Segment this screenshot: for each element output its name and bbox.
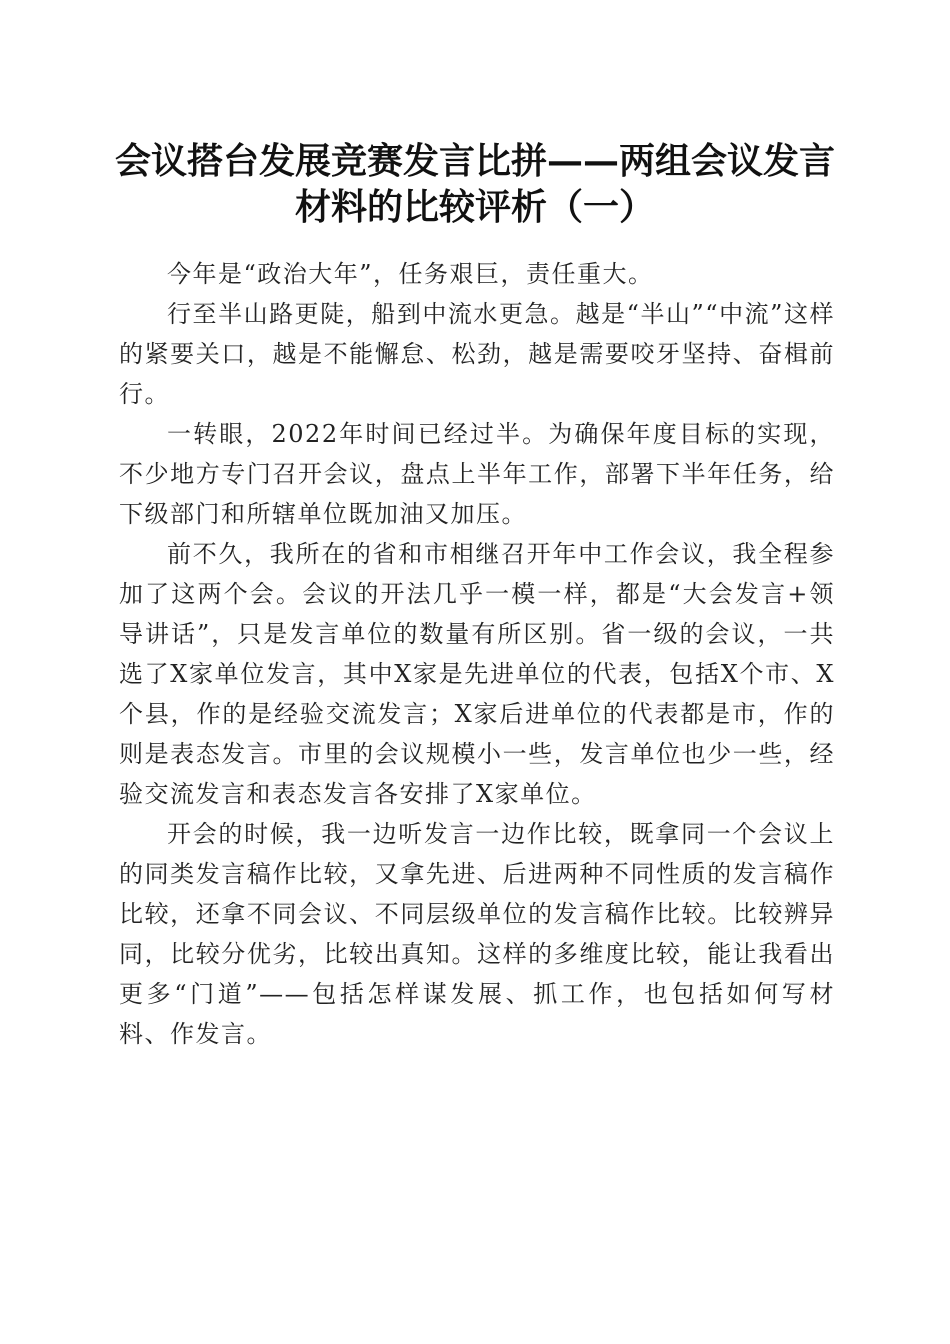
- title-line-1: 会议搭台发展竞赛发言比拼——两组会议发言: [114, 140, 835, 182]
- paragraph: 一转眼，2022年时间已经过半。为确保年度目标的实现，不少地方专门召开会议，盘点上半年工作，部署下半年任务，给下级部门和所辖单位既加油又加压。: [119, 420, 835, 528]
- paragraph: 行至半山路更陡，船到中流水更急。越是“半山”“中流”这样的紧要关口，越是不能懈怠、松劲，越是需要咬牙坚持、奋楫前行。: [119, 300, 835, 408]
- document-title: [100, 138, 850, 230]
- paragraph: 开会的时候，我一边听发言一边作比较，既拿同一个会议上的同类发言稿作比较，又拿先进、后进两种不同性质的发言稿作比较，还拿不同会议、不同层级单位的发言稿作比较。比较辨异同，比较分优劣，比较出真知。这样的多维度比较，能让我看出更多“门道”——包括怎样谋发展、抓工作，也包括如何写材料、作发言。: [119, 820, 835, 1048]
- title-line-2: 材料的比较评析（一）: [294, 186, 655, 228]
- document-body: [119, 254, 835, 1054]
- paragraph: 今年是“政治大年”，任务艰巨，责任重大。: [167, 260, 654, 288]
- paragraph: 前不久，我所在的省和市相继召开年中工作会议，我全程参加了这两个会。会议的开法几乎一模一样，都是“大会发言+领导讲话”，只是发言单位的数量有所区别。省一级的会议，一共选了X家单位发言，其中X家是先进单位的代表，包括X个市、X个县，作的是经验交流发言；X家后进单位的代表都是市，作的则是表态发言。市里的会议规模小一些，发言单位也少一些，经验交流发言和表态发言各安排了X家单位。: [119, 540, 835, 808]
